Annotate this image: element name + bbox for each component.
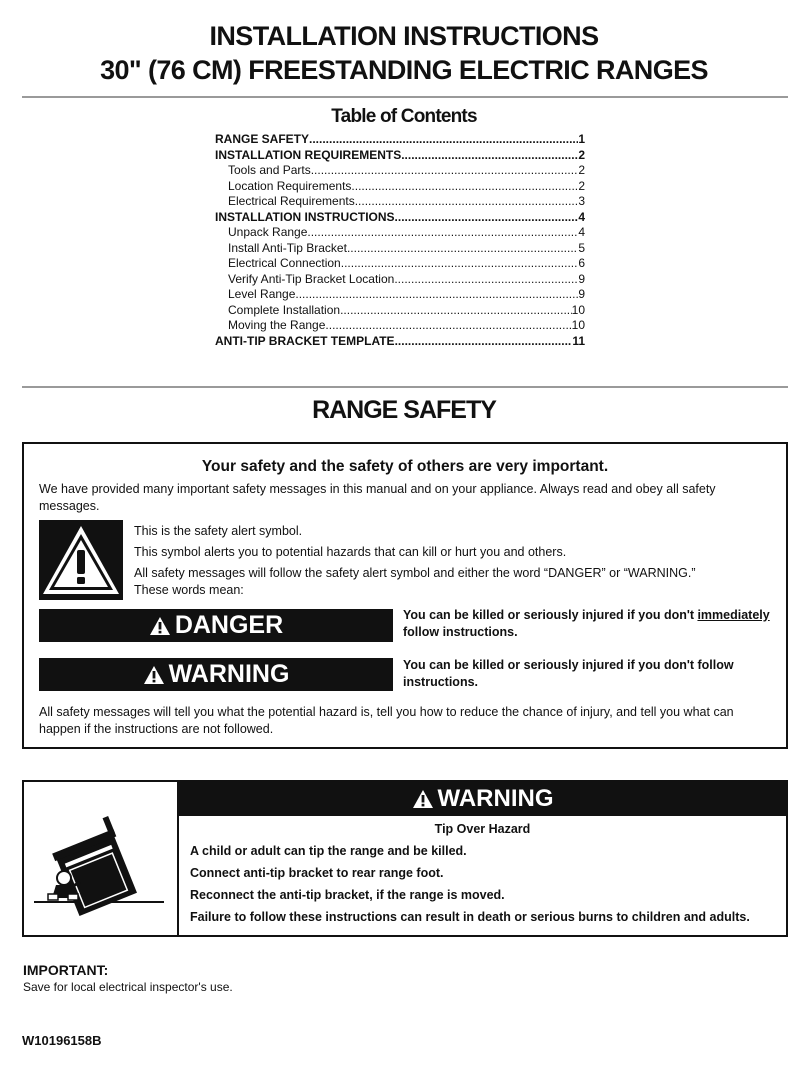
- toc-entry-page: 9: [578, 287, 585, 301]
- toc-entry: [215, 163, 585, 179]
- toc-entry: [215, 179, 585, 195]
- toc-leader: [325, 318, 571, 334]
- danger-emphasis: immediately: [697, 608, 770, 622]
- safety-intro: We have provided many important safety messages in this manual and on your appliance. Always read and obey all safety messages.: [39, 482, 716, 513]
- danger-banner: [39, 609, 393, 642]
- document-title-line1: INSTALLATION INSTRUCTIONS: [209, 21, 599, 51]
- tip-over-warning-banner: [179, 782, 786, 816]
- toc-entry: [215, 334, 585, 350]
- symbol-line-3: All safety messages will follow the safety alert symbol and either the word “DANGER” or “WARNING.”: [134, 566, 696, 580]
- toc-entry-label: Tools and Parts: [228, 163, 311, 177]
- document-number: W10196158B: [22, 1033, 102, 1048]
- warning-triangle-icon: [149, 616, 171, 636]
- toc-entry-page: 2: [578, 147, 585, 162]
- toc-entry-page: 9: [578, 271, 585, 286]
- warning-label: WARNING: [168, 660, 290, 688]
- important-text: Save for local electrical inspector's use.: [23, 980, 233, 994]
- warning-line: A child or adult can tip the range and be killed.: [190, 844, 467, 858]
- toc-entry-label: RANGE SAFETY: [215, 132, 310, 146]
- tip-over-illustration: [24, 782, 177, 935]
- toc-entry: [215, 272, 585, 288]
- toc-entry-label: Electrical Requirements: [228, 194, 355, 208]
- warning-line: Reconnect the anti-tip bracket, if the range is moved.: [190, 888, 505, 902]
- toc-leader: [307, 225, 578, 241]
- toc-leader: [309, 132, 578, 148]
- toc-entry-label: Level Range: [228, 287, 296, 301]
- tip-over-warning-box: [22, 780, 788, 937]
- toc-leader: [341, 256, 579, 272]
- toc-title: Table of Contents: [331, 106, 477, 127]
- toc-entry: [215, 194, 585, 210]
- section-title: RANGE SAFETY: [312, 396, 496, 424]
- toc-leader: [295, 287, 578, 303]
- toc-entry-label: ANTI-TIP BRACKET TEMPLATE: [215, 333, 395, 348]
- toc-leader: [347, 241, 578, 257]
- toc-entry-label: Verify Anti-Tip Bracket Location: [228, 271, 395, 286]
- important-label: IMPORTANT:: [23, 962, 109, 978]
- toc-entry-page: 6: [578, 256, 585, 270]
- table-of-contents: [215, 132, 585, 349]
- toc-entry: [215, 287, 585, 303]
- toc-entry: [215, 318, 585, 334]
- header-rule: [22, 96, 788, 98]
- warning-text-end: instructions.: [403, 675, 479, 689]
- toc-leader: [340, 303, 572, 319]
- danger-label: DANGER: [174, 611, 284, 639]
- warning-description: [403, 657, 783, 691]
- toc-entry-label: Moving the Range: [228, 318, 326, 332]
- document-title-line2: 30" (76 CM) FREESTANDING ELECTRIC RANGES: [100, 55, 708, 85]
- toc-entry-page: 2: [578, 163, 585, 177]
- warning-triangle-icon: [39, 520, 123, 600]
- safety-alert-symbol: [39, 520, 123, 600]
- toc-entry-label: INSTALLATION INSTRUCTIONS: [215, 209, 395, 224]
- toc-entry-page: 2: [578, 178, 585, 193]
- toc-entry-label: Location Requirements: [228, 178, 352, 193]
- toc-entry-page: 3: [578, 194, 585, 208]
- toc-leader: [395, 210, 579, 226]
- toc-entry: [215, 132, 585, 148]
- toc-entry-page: 4: [578, 225, 585, 239]
- toc-leader: [311, 163, 579, 179]
- toc-entry-label: Install Anti-Tip Bracket: [228, 240, 347, 255]
- warning-triangle-icon: [143, 665, 165, 685]
- toc-entry: [215, 256, 585, 272]
- toc-entry: [215, 225, 585, 241]
- toc-entry: [215, 148, 585, 164]
- toc-entry: [215, 210, 585, 226]
- toc-entry: [215, 241, 585, 257]
- toc-entry-label: Electrical Connection: [228, 256, 341, 270]
- symbol-line-1: This is the safety alert symbol.: [134, 524, 303, 538]
- toc-leader: [351, 179, 578, 195]
- warning-text: You can be killed or seriously injured if you don't: [403, 658, 698, 672]
- warning-triangle-icon: [412, 789, 434, 809]
- tip-warning-label: WARNING: [437, 785, 554, 812]
- section-rule: [22, 386, 788, 388]
- warning-line: Failure to follow these instructions can result in death or serious burns to children and adults.: [190, 910, 750, 924]
- toc-entry-page: 10: [571, 302, 585, 317]
- toc-entry-label: Complete Installation: [228, 302, 341, 317]
- toc-leader: [395, 334, 573, 350]
- toc-entry-page: 10: [571, 318, 585, 332]
- symbol-line-4: These words mean:: [134, 583, 244, 597]
- range-tip-over-icon: [24, 782, 177, 935]
- symbol-line-2: This symbol alerts you to potential hazards that can kill or hurt you and others.: [134, 545, 567, 559]
- toc-leader: [401, 148, 578, 164]
- danger-description: [403, 607, 783, 641]
- warning-line: Connect anti-tip bracket to rear range foot.: [190, 866, 444, 880]
- safety-footer: All safety messages will tell you what the potential hazard is, tell you how to reduce the chance of injury, and tell you what can happen if the instructions are not followed.: [39, 705, 734, 736]
- toc-entry-label: Unpack Range: [228, 225, 308, 239]
- safety-message-box: [22, 442, 788, 749]
- danger-text: You can be killed or seriously injured if you don't: [403, 608, 698, 622]
- toc-entry-page: 4: [578, 209, 585, 224]
- hazard-title: Tip Over Hazard: [434, 822, 531, 836]
- toc-leader: [355, 194, 579, 210]
- warning-emphasis: follow: [697, 658, 734, 672]
- danger-text-end: follow instructions.: [403, 625, 518, 639]
- toc-entry-page: 11: [572, 333, 585, 348]
- toc-entry-page: 1: [578, 132, 585, 146]
- toc-entry: [215, 303, 585, 319]
- toc-leader: [394, 272, 578, 288]
- warning-banner: [39, 658, 393, 691]
- toc-entry-label: INSTALLATION REQUIREMENTS: [215, 147, 402, 162]
- safety-heading: Your safety and the safety of others are very important.: [201, 458, 609, 475]
- toc-entry-page: 5: [578, 240, 585, 255]
